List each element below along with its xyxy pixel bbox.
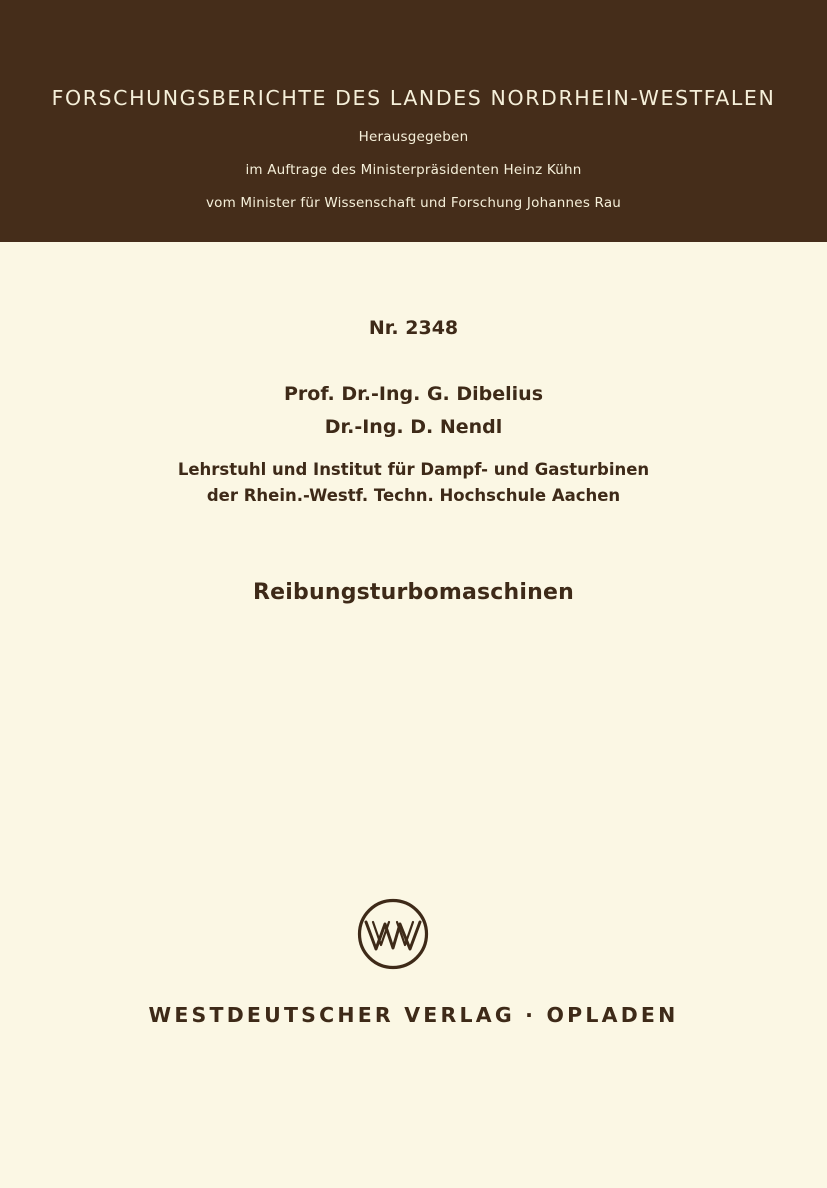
series-title: FORSCHUNGSBERICHTE DES LANDES NORDRHEIN-WESTFALEN — [51, 86, 776, 110]
editor-line-3: vom Minister für Wissenschaft und Forschung Johannes Rau — [205, 195, 622, 211]
editor-line-1: Herausgegeben — [358, 129, 469, 145]
institution-line-1: Lehrstuhl und Institut für Dampf- und Gasturbinen — [177, 460, 650, 479]
author-1: Prof. Dr.-Ing. G. Dibelius — [283, 383, 544, 405]
institution-line-2: der Rhein.-Westf. Techn. Hochschule Aachen — [206, 486, 621, 505]
author-2: Dr.-Ing. D. Nendl — [324, 416, 503, 438]
editor-line-2: im Auftrage des Ministerpräsidenten Heinz Kühn — [245, 162, 582, 178]
book-title: Reibungsturbomaschinen — [253, 580, 574, 605]
publisher-name: WESTDEUTSCHER VERLAG · OPLADEN — [148, 1003, 679, 1027]
report-number: Nr. 2348 — [368, 317, 459, 339]
cover-header-band — [0, 0, 827, 242]
ww-publisher-logo-icon — [357, 898, 429, 970]
